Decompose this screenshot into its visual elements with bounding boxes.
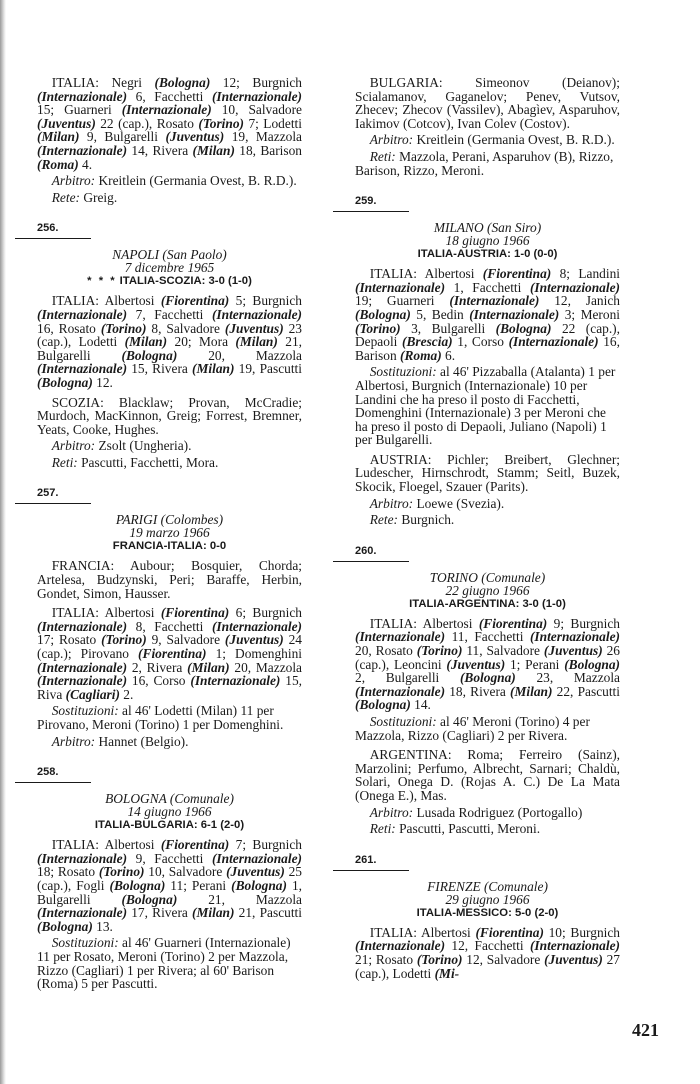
lineup-text: 25 (cap.), Fogli	[37, 864, 302, 893]
club-name: (Internazionale)	[355, 279, 446, 295]
club-name: (Fiorentina)	[160, 837, 230, 853]
lineup-paragraph	[37, 838, 302, 933]
info-text: Mazzola, Perani, Asparuhov (B), Rizzo, Barison, Rizzo, Meroni.	[355, 148, 614, 178]
info-line	[37, 704, 302, 731]
club-name: (Milan)	[510, 683, 553, 699]
lineup-paragraph	[37, 76, 302, 171]
lineup-text: 9, Salvadore	[146, 632, 225, 648]
page-spine-shadow	[0, 0, 6, 1084]
lineup-text: 7, Facchetti	[127, 306, 212, 322]
info-line	[37, 191, 302, 205]
club-name: (Juventus)	[446, 656, 506, 672]
lineup-text: 13.	[92, 918, 113, 934]
lineup-text: 12.	[92, 374, 113, 390]
lineup-text: 7; Lodetti	[244, 115, 302, 131]
lineup-text: ITALIA: Albertosi	[369, 615, 479, 631]
club-name: (Internazionale)	[190, 673, 281, 689]
club-name: (Juventus)	[543, 643, 603, 659]
club-name: (Milan)	[192, 361, 235, 377]
lineup-text: 11, Salvadore	[462, 643, 544, 659]
club-name: (Torino)	[98, 864, 145, 880]
info-line	[37, 456, 302, 470]
club-name: (Roma)	[37, 156, 79, 172]
club-name: (Internazionale)	[37, 673, 128, 689]
match-number: 258.	[37, 766, 59, 779]
match-result	[355, 906, 620, 920]
match-entry	[355, 545, 620, 836]
info-text: al 46' Meroni (Torino) 4 per Mazzola, Rizzo (Cagliari) 2 per Rivera.	[355, 714, 590, 743]
lineup-text: 15, Rivera	[127, 361, 193, 377]
match-number: 261.	[355, 853, 377, 866]
info-label: Arbitro:	[51, 733, 96, 749]
info-label: Arbitro:	[51, 438, 96, 454]
club-name: (Bologna)	[459, 670, 516, 686]
club-name: (Internazionale)	[355, 629, 446, 645]
club-name: (Internazionale)	[211, 850, 302, 866]
lineup-text: 26 (cap.), Leoncini	[355, 643, 621, 672]
lineup-text: ITALIA: Negri	[51, 75, 155, 90]
club-name: (Milan)	[124, 334, 168, 350]
lineup-text: 2.	[119, 686, 134, 702]
lineup-text: 8, Facchetti	[127, 618, 212, 634]
lineup-paragraph	[355, 926, 620, 980]
lineup-text: 7; Burgnich	[229, 837, 302, 853]
lineup-text: 3, Bulgarelli	[400, 320, 496, 336]
lineup-text: 22, Pascutti	[552, 683, 620, 699]
club-name: (Fiorentina)	[475, 924, 544, 940]
match-venue: BOLOGNA (Comunale)	[105, 791, 234, 807]
lineup-text: BULGARIA: Simeonov (Deianov); Scialamanov, Gaganelov; Penev, Vutsov, Zhecev; Zhecov (Vassilev), Abagìev, Asparuhov, Iakimov (Cotcov), Ivan Colev (Costov).	[355, 75, 620, 131]
lineup-text: 9, Bulgarelli	[79, 129, 166, 145]
info-text: Pascutti, Pascutti, Meroni.	[395, 821, 541, 837]
club-name: (Internazionale)	[37, 88, 128, 104]
match-number: 257.	[37, 487, 59, 500]
club-name: (Fiorentina)	[482, 266, 552, 282]
lineup-text: 24 (cap.); Pirovano	[37, 632, 302, 662]
info-line	[355, 365, 620, 447]
info-label: Sostituzioni:	[369, 364, 437, 380]
club-name: (Torino)	[100, 320, 147, 336]
club-name: (Fiorentina)	[138, 646, 207, 662]
continuation-entry	[37, 76, 302, 204]
info-text: al 46' Guarneri (Internazionale) 11 per Rosato, Meroni (Torino) 2 per Mazzola, Rizzo (Cagliari) 1 per Rivera; al 60' Barison (Roma) 5 per Pascutti.	[37, 935, 291, 992]
info-line	[355, 150, 620, 177]
header-rule	[15, 503, 91, 504]
club-name: (Internazionale)	[211, 306, 302, 322]
lineup-text: 1, Bulgarelli	[37, 877, 302, 907]
lineup-text: ITALIA: Albertosi	[51, 605, 161, 621]
club-name: (Internazionale)	[121, 102, 212, 118]
lineup-text: 20, Mazzola	[229, 659, 303, 675]
info-label: Arbitro:	[369, 804, 414, 820]
club-name: (Fiorentina)	[160, 293, 230, 309]
lineup-text: 2, Rivera	[127, 659, 188, 675]
match-entry	[37, 222, 302, 469]
lineup-text: 21, Pascutti	[234, 905, 302, 921]
lineup-text: 4.	[78, 156, 93, 172]
info-line	[37, 936, 302, 990]
lineup-text: ITALIA: Albertosi	[51, 293, 161, 309]
club-name: (Bologna)	[37, 374, 93, 390]
club-name: (Bologna)	[121, 891, 178, 907]
lineup-text: 12; Burgnich	[210, 75, 302, 90]
lineup-text: 14.	[410, 697, 431, 713]
lineup-text: 15, Riva	[37, 673, 302, 702]
match-entry	[37, 487, 302, 748]
lineup-text: 19, Pascutti	[234, 361, 302, 377]
info-label: Arbitro:	[51, 173, 96, 189]
lineup-text: ARGENTINA: Roma; Ferreiro (Sainz), Marzolini; Perfumo, Albrecht, Sarnari; Chaldù, Solari, Onega D. (Rojas A. C.) De La Mata (Onega E.), Mas.	[355, 747, 620, 803]
info-text: Loewe (Svezia).	[413, 495, 505, 511]
stars-mark: * * *	[87, 275, 117, 288]
info-text: Pascutti, Facchetti, Mora.	[77, 454, 219, 470]
club-name: (Torino)	[355, 320, 401, 336]
lineup-text: 18; Rosato	[37, 864, 99, 880]
match-result	[37, 274, 302, 288]
lineup-text: 5; Burgnich	[229, 293, 302, 309]
club-name: (Internazionale)	[469, 306, 560, 322]
continuation-entry	[355, 76, 620, 177]
info-line	[37, 439, 302, 453]
lineup-text: 21, Bulgarelli	[37, 334, 302, 363]
lineup-text: 1, Corso	[452, 334, 509, 350]
lineup-text: 11, Facchetti	[445, 629, 530, 645]
info-label: Reti:	[369, 821, 396, 837]
lineup-text: 10; Burgnich	[543, 924, 620, 940]
club-name: (Bologna)	[121, 347, 178, 363]
lineup-text: 21, Mazzola	[177, 891, 302, 907]
match-venue: MILANO (San Siro)	[433, 220, 542, 236]
info-label: Sostituzioni:	[51, 935, 119, 951]
info-text: Kreitlein (Germania Ovest, B. R.D.).	[95, 173, 297, 189]
club-name: (Internazionale)	[37, 142, 128, 158]
club-name: (Internazionale)	[355, 683, 446, 699]
info-label: Reti:	[51, 454, 78, 470]
match-result	[37, 818, 302, 832]
header-rule	[333, 561, 409, 562]
lineup-text: 21; Rosato	[355, 951, 417, 967]
lineup-text: 12, Facchetti	[445, 938, 530, 954]
lineup-text: 16, Corso	[127, 673, 191, 689]
club-name: (Internazionale)	[37, 905, 128, 921]
match-result	[355, 597, 620, 611]
info-text: al 46' Pizzaballa (Atalanta) 1 per Albertosi, Burgnich (Internazionale) 10 per Landini che ha preso il posto di Facchetti, Domenghini (Internazionale) 3 per Meroni che ha preso il posto di Depaoli, Juliano (Napoli) 1 per Bulgarelli.	[355, 364, 616, 448]
lineup-text: 6; Burgnich	[229, 605, 302, 621]
match-entry	[355, 195, 620, 527]
lineup-text: 22 (cap.), Rosato	[95, 115, 199, 131]
club-name: (Cagliari)	[65, 686, 120, 702]
lineup-text: ITALIA: Albertosi	[369, 266, 483, 282]
match-date: 29 giugno 1966	[445, 891, 530, 907]
lineup-text: 1, Facchetti	[445, 279, 530, 295]
lineup-text: 12, Salvadore	[462, 951, 545, 967]
header-rule	[15, 238, 91, 239]
lineup-text: 16, Barison	[355, 334, 620, 363]
lineup-text: 8; Landini	[551, 266, 621, 282]
match-result-text: ITALIA-MESSICO: 5-0 (2-0)	[416, 906, 559, 919]
lineup-paragraph	[355, 453, 620, 494]
info-text: Hannet (Belgio).	[95, 733, 189, 749]
match-result-text: ITALIA-BULGARIA: 6-1 (2-0)	[94, 819, 245, 832]
lineup-paragraph	[355, 76, 620, 130]
info-line	[355, 513, 620, 527]
lineup-text: 23 (cap.), Lodetti	[37, 320, 302, 350]
page-number: 421	[632, 1020, 659, 1040]
club-name: (Bologna)	[231, 877, 287, 893]
club-name: (Torino)	[416, 643, 463, 659]
match-result-text: FRANCIA-ITALIA: 0-0	[112, 540, 227, 553]
club-name: (Juventus)	[224, 320, 284, 336]
match-venue: TORINO (Comunale)	[429, 569, 546, 585]
club-name: (Internazionale)	[37, 659, 128, 675]
club-name: (Juventus)	[37, 115, 96, 131]
lineup-paragraph	[37, 294, 302, 389]
info-line	[355, 497, 620, 511]
match-date: 19 marzo 1966	[129, 525, 210, 541]
match-date: 22 giugno 1966	[445, 582, 530, 598]
lineup-text: 3; Meroni	[559, 306, 620, 322]
lineup-paragraph	[37, 396, 302, 437]
info-label: Sostituzioni:	[369, 714, 437, 729]
header-rule	[15, 782, 91, 783]
match-entry	[355, 854, 620, 980]
lineup-text: 22 (cap.), Depaoli	[355, 320, 620, 350]
club-name: (Juventus)	[165, 129, 225, 145]
lineup-text: 6.	[441, 347, 456, 363]
club-name: (Milan)	[192, 905, 235, 921]
info-line	[355, 822, 620, 836]
lineup-text: 16, Rosato	[37, 320, 101, 336]
lineup-text: 9; Burgnich	[547, 615, 620, 631]
info-label: Arbitro:	[369, 132, 414, 148]
club-name: (Roma)	[400, 347, 442, 363]
club-name: (Internazionale)	[529, 629, 620, 645]
lineup-text: 20; Mora	[167, 334, 236, 350]
club-name: (Torino)	[198, 115, 244, 131]
info-label: Reti:	[369, 148, 396, 164]
match-entry	[37, 766, 302, 991]
lineup-text: 1; Domenghini	[206, 646, 302, 662]
info-text: Lusada Rodriguez (Portogallo)	[413, 804, 583, 820]
club-name: (Internazionale)	[37, 306, 128, 322]
lineup-paragraph	[355, 267, 620, 362]
lineup-text: 27 (cap.), Lodetti	[355, 951, 620, 981]
lineup-text: 14, Rivera	[127, 142, 193, 158]
club-name: (Milan)	[192, 142, 235, 158]
lineup-text: 19, Mazzola	[224, 129, 302, 145]
club-name: (Torino)	[416, 951, 463, 967]
info-line	[355, 806, 620, 820]
lineup-text: 17; Rosato	[37, 632, 102, 648]
lineup-paragraph	[37, 559, 302, 600]
club-name: (Milan)	[37, 129, 80, 145]
lineup-text: SCOZIA: Blacklaw; Provan, McCradie; Murdoch, MacKinnon, Greig; Forrest, Bremner, Yeats, Cooke, Hughes.	[37, 394, 302, 437]
club-name: (Internazionale)	[211, 88, 302, 104]
lineup-text: 20, Mazzola	[177, 347, 302, 363]
match-result-text: ITALIA-ARGENTINA: 3-0 (1-0)	[409, 597, 566, 610]
info-label: Sostituzioni:	[51, 703, 119, 719]
club-name: (Juventus)	[224, 632, 284, 648]
club-name: (Bologna)	[109, 877, 166, 893]
match-result	[37, 539, 302, 553]
header-rule	[333, 211, 409, 212]
lineup-text: 9, Facchetti	[127, 850, 212, 866]
club-name: (Internazionale)	[449, 293, 540, 309]
lineup-text: 18, Barison	[234, 142, 302, 158]
club-name: (Juventus)	[226, 864, 285, 880]
info-text: Zsolt (Ungheria).	[95, 438, 192, 454]
info-label: Arbitro:	[369, 495, 414, 511]
info-text: al 46' Lodetti (Milan) 11 per Pirovano, Meroni (Torino) 1 per Domenghini.	[37, 703, 284, 732]
info-text: Greig.	[79, 189, 118, 205]
lineup-text: 8, Salvadore	[146, 320, 225, 336]
match-number: 259.	[355, 195, 377, 208]
club-name: (Fiorentina)	[160, 605, 230, 621]
club-name: (Juventus)	[544, 951, 603, 967]
club-name: (Internazionale)	[37, 618, 128, 634]
lineup-text: 12, Janich	[539, 293, 620, 309]
lineup-text: 5, Bedin	[410, 306, 470, 322]
lineup-text: 17, Rivera	[127, 905, 193, 921]
lineup-text: AUSTRIA: Pichler; Breibert, Glechner; Ludescher, Hirnschrodt, Stamm; Seitl, Buzek, Skocik, Floegel, Szauer (Parits).	[355, 451, 620, 495]
header-rule	[333, 870, 409, 871]
club-name: (Milan)	[187, 659, 230, 675]
club-name: (Bologna)	[495, 320, 552, 336]
club-name: (Bologna)	[355, 697, 411, 713]
match-result-text: ITALIA-SCOZIA: 3-0 (1-0)	[119, 275, 252, 288]
club-name: (Bologna)	[154, 75, 211, 90]
match-venue: FIRENZE (Comunale)	[427, 878, 548, 894]
info-text: Burgnich.	[397, 512, 455, 528]
lineup-text: 6, Facchetti	[127, 88, 212, 104]
info-line	[37, 174, 302, 188]
club-name: (Bologna)	[564, 656, 621, 672]
right-column	[355, 76, 620, 980]
lineup-paragraph	[37, 606, 302, 701]
lineup-text: 20, Rosato	[355, 643, 417, 659]
match-result	[355, 247, 620, 261]
club-name: (Internazionale)	[355, 938, 446, 954]
match-venue: PARIGI (Colombes)	[115, 512, 224, 528]
lineup-paragraph	[355, 617, 620, 712]
club-name: (Internazionale)	[211, 618, 302, 634]
match-date: 7 dicembre 1965	[124, 260, 215, 276]
match-date: 18 giugno 1966	[445, 233, 530, 249]
match-number: 256.	[37, 222, 59, 235]
club-name: (Milan)	[235, 334, 278, 350]
club-name: (Bologna)	[355, 306, 411, 322]
lineup-text: 19; Guarneri	[355, 293, 450, 309]
info-line	[355, 133, 620, 147]
match-date: 14 giugno 1966	[127, 804, 212, 820]
lineup-text: 10, Salvadore	[211, 102, 302, 118]
info-label: Rete:	[51, 189, 80, 205]
info-label: Rete:	[369, 512, 398, 528]
lineup-text: 1; Perani	[505, 656, 565, 672]
club-name: (Internazionale)	[529, 938, 620, 954]
lineup-text: FRANCIA: Aubour; Bosquier, Chorda; Artelesa, Budzynski, Peri; Baraffe, Herbin, Gondet, Simon, Hausser.	[37, 558, 302, 601]
club-name: (Internazionale)	[529, 279, 620, 295]
club-name: (Brescia)	[402, 334, 453, 350]
lineup-text: 15; Guarneri	[37, 102, 122, 118]
lineup-text: 18, Rivera	[445, 683, 511, 699]
info-text: Kreitlein (Germania Ovest, B. R.D.).	[413, 132, 615, 148]
lineup-text: 11; Perani	[165, 877, 232, 893]
club-name: (Internazionale)	[37, 850, 128, 866]
lineup-text: 2, Bulgarelli	[355, 670, 460, 686]
lineup-paragraph	[355, 748, 620, 802]
lineup-text: ITALIA: Albertosi	[51, 837, 161, 853]
match-number: 260.	[355, 544, 377, 557]
club-name: (Mi-	[434, 965, 460, 981]
lineup-text: ITALIA: Albertosi	[369, 924, 476, 940]
club-name: (Fiorentina)	[478, 615, 548, 631]
info-line	[37, 735, 302, 749]
lineup-text: 23, Mazzola	[515, 670, 620, 686]
club-name: (Bologna)	[37, 918, 93, 934]
left-column	[37, 76, 302, 991]
match-result-text: ITALIA-AUSTRIA: 1-0 (0-0)	[417, 248, 558, 261]
club-name: (Internazionale)	[508, 334, 599, 350]
match-venue: NAPOLI (San Paolo)	[112, 247, 227, 263]
club-name: (Internazionale)	[37, 361, 128, 377]
lineup-text: 10, Salvadore	[144, 864, 227, 880]
info-line	[355, 715, 620, 742]
club-name: (Torino)	[101, 632, 147, 648]
